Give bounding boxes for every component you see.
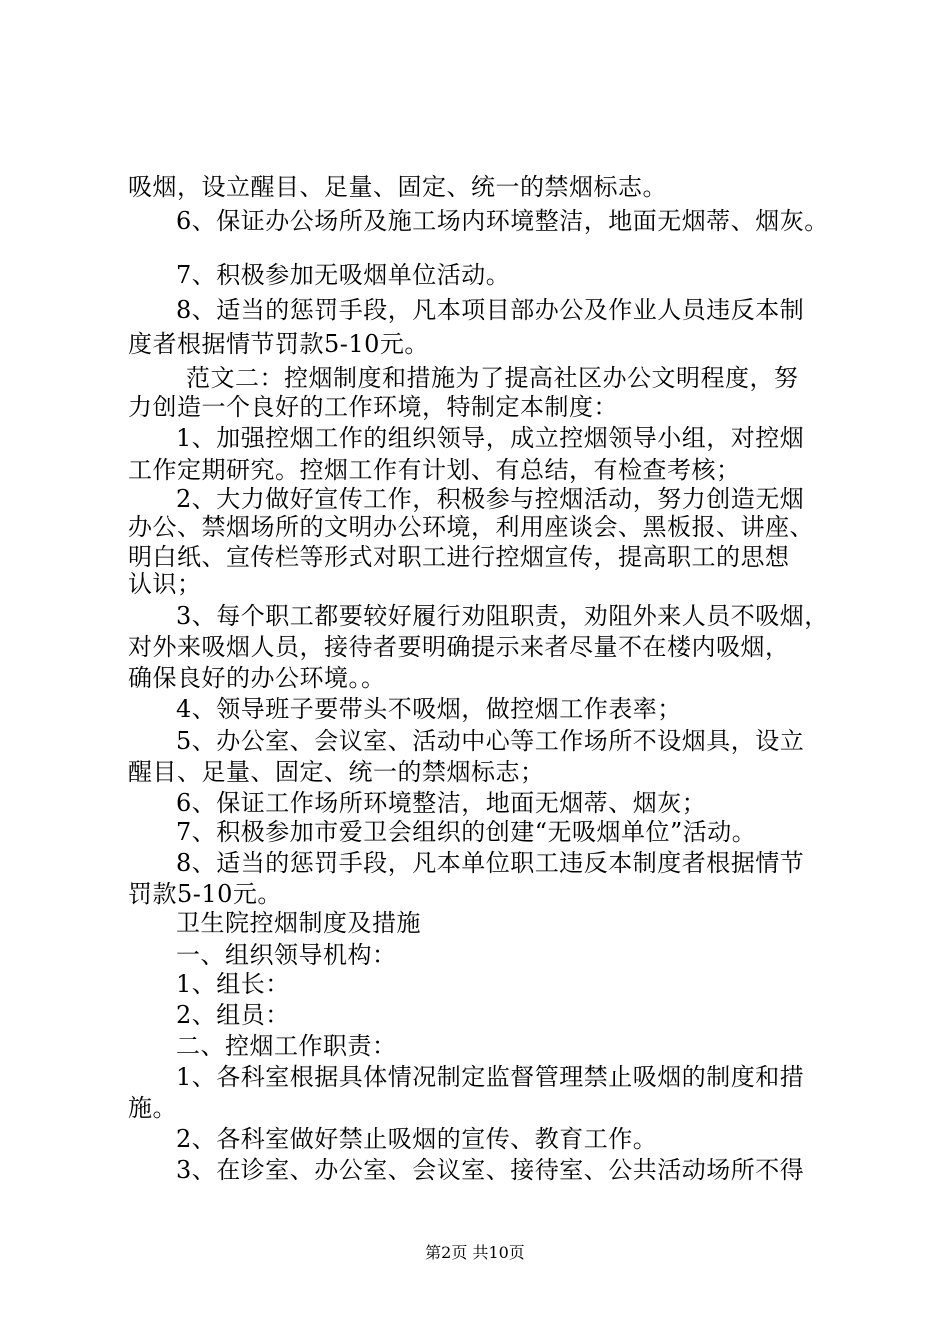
- body-line-16: 确保良好的办公环境。。: [128, 664, 386, 692]
- body-line-6: 范文二：控烟制度和措施为了提高社区办公文明程度，努: [186, 364, 799, 392]
- body-line-4: 8、适当的惩罚手段，凡本项目部办公及作业人员违反本制: [176, 296, 805, 324]
- body-line-30: 施。: [128, 1094, 177, 1122]
- section-heading: 卫生院控烟制度及措施: [176, 909, 421, 937]
- body-line-27: 2、组员：: [176, 1001, 290, 1029]
- page-number-footer: 第2页 共10页: [425, 1243, 525, 1262]
- body-line-23: 罚款5-10元。: [128, 880, 282, 908]
- body-line-8: 1、加强控烟工作的组织领导，成立控烟领导小组，对控烟: [176, 424, 805, 452]
- body-line-28: 二、控烟工作职责：: [176, 1032, 397, 1060]
- body-line-11: 办公、禁烟场所的文明办公环境，利用座谈会、黑板报、讲座、: [128, 513, 814, 541]
- body-line-21: 7、积极参加市爱卫会组织的创建“无吸烟单位”活动。: [176, 818, 757, 846]
- body-line-25: 一、组织领导机构：: [176, 941, 397, 969]
- body-line-1: 吸烟，设立醒目、足量、固定、统一的禁烟标志。: [128, 173, 667, 201]
- body-line-2: 6、保证办公场所及施工场内环境整洁，地面无烟蒂、烟灰。: [176, 207, 829, 235]
- body-line-3: 7、积极参加无吸烟单位活动。: [176, 261, 511, 289]
- body-line-19: 醒目、足量、固定、统一的禁烟标志；: [128, 758, 545, 786]
- body-line-29: 1、各科室根据具体情况制定监督管理禁止吸烟的制度和措: [176, 1063, 805, 1091]
- body-line-18: 5、办公室、会议室、活动中心等工作场所不设烟具，设立: [176, 727, 805, 755]
- body-line-9: 工作定期研究。控烟工作有计划、有总结，有检查考核；: [128, 456, 741, 484]
- body-line-13: 认识；: [128, 570, 202, 598]
- body-line-12: 明白纸、宣传栏等形式对职工进行控烟宣传，提高职工的思想: [128, 543, 790, 571]
- body-line-26: 1、组长：: [176, 970, 290, 998]
- body-line-20: 6、保证工作场所环境整洁，地面无烟蒂、烟灰；: [176, 789, 707, 817]
- body-line-15: 对外来吸烟人员，接待者要明确提示来者尽量不在楼内吸烟，: [128, 633, 790, 661]
- body-line-5: 度者根据情节罚款5-10元。: [128, 330, 429, 358]
- body-line-7: 力创造一个良好的工作环境，特制定本制度：: [128, 393, 618, 421]
- body-line-10: 2、大力做好宣传工作，积极参与控烟活动，努力创造无烟: [176, 485, 805, 513]
- body-line-31: 2、各科室做好禁止吸烟的宣传、教育工作。: [176, 1125, 658, 1153]
- body-line-32: 3、在诊室、办公室、会议室、接待室、公共活动场所不得: [176, 1156, 805, 1184]
- body-line-14: 3、每个职工都要较好履行劝阻职责，劝阻外来人员不吸烟，: [176, 602, 829, 630]
- body-line-22: 8、适当的惩罚手段，凡本单位职工违反本制度者根据情节: [176, 849, 805, 877]
- body-line-17: 4、领导班子要带头不吸烟，做控烟工作表率；: [176, 695, 682, 723]
